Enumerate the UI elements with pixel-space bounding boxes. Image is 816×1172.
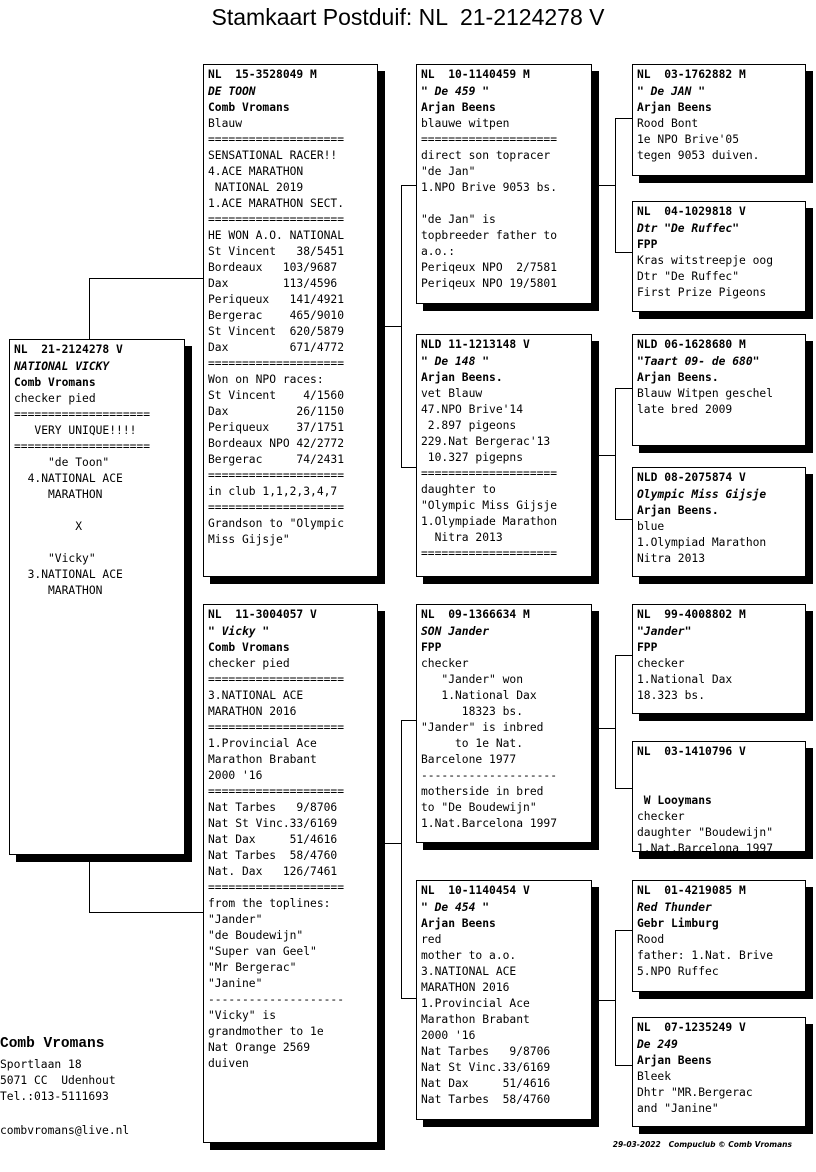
- pedigree-line: 5.NPO Ruffec: [637, 965, 719, 978]
- pedigree-line: 2000 '16: [208, 769, 263, 782]
- pedigree-line: 1.Provincial Ace: [421, 997, 530, 1010]
- connector-ff-parents: [615, 118, 616, 253]
- breeder-name: FPP: [637, 641, 658, 654]
- pedigree-line: a.o.:: [421, 245, 456, 258]
- breeder-name: Arjan Beens.: [637, 371, 719, 384]
- pedigree-line: MARATHON 2016: [421, 981, 510, 994]
- connector-father-parents: [401, 185, 417, 186]
- pedigree-line: "de Jan": [421, 165, 476, 178]
- breeder-name: Comb Vromans: [208, 101, 290, 114]
- pedigree-line: [14, 535, 180, 551]
- connector-mm-parents: [615, 930, 632, 931]
- connector-ff-parents: [615, 252, 632, 253]
- connector-fm-parents: [615, 519, 632, 520]
- pedigree-line: 1.Nat.Barcelona 1997: [637, 842, 774, 852]
- connector-fm-parents: [592, 455, 616, 456]
- pedigree-line: [637, 761, 801, 777]
- pigeon-name: Olympic Miss Gijsje: [637, 488, 767, 501]
- connector-mf-parents: [615, 655, 632, 656]
- pedigree-line: ====================: [421, 547, 558, 560]
- pedigree-line: ====================: [208, 357, 345, 370]
- connector-fm-parents: [615, 388, 632, 389]
- pedigree-line: Dhtr "MR.Bergerac: [637, 1086, 753, 1099]
- breeder-name: Arjan Beens: [637, 101, 712, 114]
- pedigree-line: Periqueux 37/1751: [208, 421, 345, 434]
- pedigree-line: 3.NATIONAL ACE: [14, 568, 123, 581]
- pedigree-line: ====================: [208, 133, 345, 146]
- breeder-name: W Looymans: [637, 794, 712, 807]
- ring-number: NL 99-4008802 M: [637, 608, 746, 621]
- pedigree-line: ====================: [421, 467, 558, 480]
- owner-city: 5071 CC Udenhout: [0, 1074, 116, 1087]
- breeder-name: Arjan Beens: [421, 101, 496, 114]
- pedigree-line: St Vincent 620/5879: [208, 325, 345, 338]
- pedigree-line: Miss Gijsje": [208, 533, 290, 546]
- connector-father-parents: [377, 326, 402, 327]
- pigeon-card-mother: [203, 604, 378, 1143]
- pigeon-card-mf-mother: [632, 741, 806, 852]
- pedigree-line: Bordeaux 103/9687: [208, 261, 338, 274]
- ring-number: NLD 06-1628680 M: [637, 338, 746, 351]
- pedigree-line: ====================: [208, 213, 345, 226]
- breeder-name: Arjan Beens.: [421, 371, 503, 384]
- pedigree-line: Periqeux NPO 2/7581: [421, 261, 558, 274]
- pigeon-name: " Vicky ": [208, 625, 270, 638]
- pedigree-line: ====================: [14, 408, 151, 421]
- pedigree-line: father: 1.Nat. Brive: [637, 949, 774, 962]
- pedigree-line: Nat Orange 2569: [208, 1041, 311, 1054]
- pedigree-line: "Jander" won: [421, 673, 524, 686]
- breeder-name: Comb Vromans: [14, 376, 96, 389]
- pedigree-line: "de Boudewijn": [208, 929, 304, 942]
- pedigree-line: 4.NATIONAL ACE: [14, 472, 123, 485]
- pigeon-card-ff-father: [632, 64, 806, 176]
- ring-number: NLD 08-2075874 V: [637, 471, 746, 484]
- pedigree-line: from the toplines:: [208, 897, 331, 910]
- connector-fm-parents: [615, 388, 616, 520]
- pedigree-line: "Jander" is inbred: [421, 721, 544, 734]
- pedigree-line: Won on NPO races:: [208, 373, 324, 386]
- pedigree-line: 1.Olympiad Marathon: [637, 536, 767, 549]
- pedigree-line: "de Jan" is: [421, 213, 496, 226]
- pedigree-line: [637, 777, 801, 793]
- pedigree-line: vet Blauw: [421, 387, 483, 400]
- pedigree-line: ====================: [421, 133, 558, 146]
- pedigree-line: 47.NPO Brive'14: [421, 403, 524, 416]
- pedigree-line: First Prize Pigeons: [637, 286, 767, 299]
- pedigree-line: Rood Bont: [637, 117, 699, 130]
- connector-main-father: [89, 278, 90, 340]
- connector-main-father: [89, 278, 203, 279]
- pigeon-card-fm-father: [632, 334, 806, 446]
- pigeon-name: DE TOON: [208, 85, 256, 98]
- pedigree-line: Barcelone 1977: [421, 753, 517, 766]
- pigeon-card-mf-father: [632, 604, 806, 714]
- pedigree-line: Nat Dax 51/4616: [421, 1077, 551, 1090]
- pigeon-name: " De 454 ": [421, 901, 490, 914]
- pedigree-line: --------------------: [208, 993, 345, 1006]
- pedigree-line: 18.323 bs.: [637, 689, 706, 702]
- connector-mother-parents: [401, 998, 417, 999]
- pedigree-line: 229.Nat Bergerac'13: [421, 435, 551, 448]
- pedigree-line: Grandson to "Olympic: [208, 517, 345, 530]
- owner-block: [0, 1035, 116, 1105]
- pedigree-line: Bleek: [637, 1070, 672, 1083]
- pedigree-line: ====================: [208, 721, 345, 734]
- pedigree-line: X: [14, 520, 83, 533]
- pedigree-line: "de Toon": [14, 456, 110, 469]
- pedigree-line: Nat St Vinc.33/6169: [421, 1061, 551, 1074]
- pigeon-name: " De 148 ": [421, 355, 490, 368]
- pedigree-line: Bergerac 465/9010: [208, 309, 345, 322]
- pedigree-line: Nitra 2013: [637, 552, 706, 565]
- pedigree-line: 1.NPO Brive 9053 bs.: [421, 181, 558, 194]
- pedigree-line: to 1e Nat.: [421, 737, 524, 750]
- pedigree-line: 1.ACE MARATHON SECT.: [208, 197, 345, 210]
- pigeon-card-ff-mother: [632, 201, 806, 312]
- ring-number: NL 03-1762882 M: [637, 68, 746, 81]
- pedigree-line: 1.Provincial Ace: [208, 737, 317, 750]
- pedigree-line: "Janine": [208, 977, 263, 990]
- pedigree-line: MARATHON 2016: [208, 705, 297, 718]
- pedigree-line: 4.ACE MARATHON: [208, 165, 304, 178]
- pigeon-name: NATIONAL VICKY: [14, 360, 110, 373]
- pedigree-line: ====================: [208, 785, 345, 798]
- pedigree-line: MARATHON: [14, 584, 103, 597]
- pedigree-line: duiven: [208, 1057, 249, 1070]
- ring-number: NL 21-2124278 V: [14, 343, 123, 356]
- connector-mm-parents: [615, 1065, 632, 1066]
- pedigree-line: ====================: [208, 501, 345, 514]
- owner-address: Sportlaan 18: [0, 1058, 82, 1071]
- pigeon-name: Dtr "De Ruffec": [637, 222, 740, 235]
- pedigree-line: to "De Boudewijn": [421, 801, 537, 814]
- pedigree-line: HE WON A.O. NATIONAL: [208, 229, 345, 242]
- pedigree-line: Dax 113/4596: [208, 277, 338, 290]
- pedigree-line: topbreeder father to: [421, 229, 558, 242]
- connector-mf-parents: [615, 655, 616, 789]
- pedigree-line: tegen 9053 duiven.: [637, 149, 760, 162]
- pigeon-name: " De JAN ": [637, 85, 706, 98]
- pedigree-line: 1.National Dax: [637, 673, 733, 686]
- pedigree-line: "Olympic Miss Gijsje: [421, 499, 558, 512]
- pedigree-line: 1e NPO Brive'05: [637, 133, 740, 146]
- pigeon-card-father-father: [416, 64, 592, 304]
- pedigree-line: Blauw Witpen geschel: [637, 387, 774, 400]
- pedigree-line: Periqueux 141/4921: [208, 293, 345, 306]
- connector-ff-parents: [615, 118, 632, 119]
- pedigree-line: 3.NATIONAL ACE: [421, 965, 517, 978]
- pedigree-line: red: [421, 933, 442, 946]
- pedigree-line: St Vincent 38/5451: [208, 245, 345, 258]
- pedigree-line: in club 1,1,2,3,4,7: [208, 485, 338, 498]
- pedigree-line: 18323 bs.: [421, 705, 524, 718]
- pedigree-line: Rood: [637, 933, 665, 946]
- ring-number: NL 04-1029818 V: [637, 205, 746, 218]
- pigeon-card-father: [203, 64, 378, 577]
- connector-mf-parents: [592, 728, 616, 729]
- pedigree-line: mother to a.o.: [421, 949, 517, 962]
- pedigree-line: 1.National Dax: [421, 689, 537, 702]
- pedigree-line: Nat Tarbes 9/8706: [421, 1045, 551, 1058]
- pigeon-name: De 249: [637, 1038, 678, 1051]
- pedigree-line: 2000 '16: [421, 1029, 476, 1042]
- pedigree-line: 1.Olympiade Marathon: [421, 515, 558, 528]
- pigeon-name: SON Jander: [421, 625, 490, 638]
- connector-ff-parents: [592, 185, 616, 186]
- pedigree-line: daughter "Boudewijn": [637, 826, 774, 839]
- pedigree-line: Dax 26/1150: [208, 405, 345, 418]
- owner-name: Comb Vromans: [0, 1036, 105, 1052]
- pedigree-line: ====================: [14, 440, 151, 453]
- pedigree-line: 1.Nat.Barcelona 1997: [421, 817, 558, 830]
- footer-credit: 29-03-2022 Compuclub © Comb Vromans: [612, 1140, 792, 1149]
- pedigree-line: ====================: [208, 469, 345, 482]
- pedigree-line: checker: [421, 657, 469, 670]
- pedigree-line: [421, 196, 587, 212]
- pedigree-line: SENSATIONAL RACER!!: [208, 149, 338, 162]
- pedigree-line: NATIONAL 2019: [208, 181, 304, 194]
- ring-number: NL 07-1235249 V: [637, 1021, 746, 1034]
- pedigree-line: and "Janine": [637, 1102, 719, 1115]
- pedigree-line: ====================: [208, 673, 345, 686]
- connector-mother-parents: [401, 720, 402, 999]
- ring-number: NL 11-3004057 V: [208, 608, 317, 621]
- owner-email-link[interactable]: combvromans@live.nl: [0, 1124, 130, 1137]
- pedigree-line: Marathon Brabant: [421, 1013, 530, 1026]
- pigeon-name: " De 459 ": [421, 85, 490, 98]
- pigeon-card-main: [9, 339, 185, 855]
- pedigree-line: MARATHON: [14, 488, 103, 501]
- pedigree-line: Kras witstreepje oog: [637, 254, 774, 267]
- pedigree-line: VERY UNIQUE!!!!: [14, 424, 137, 437]
- pedigree-line: blauwe witpen: [421, 117, 510, 130]
- pigeon-card-fm-mother: [632, 467, 806, 577]
- breeder-name: FPP: [637, 238, 658, 251]
- pedigree-line: Dax 671/4772: [208, 341, 345, 354]
- pedigree-line: Bordeaux NPO 42/2772: [208, 437, 345, 450]
- ring-number: NL 10-1140459 M: [421, 68, 530, 81]
- breeder-name: FPP: [421, 641, 442, 654]
- breeder-name: Arjan Beens: [637, 1054, 712, 1067]
- breeder-name: Arjan Beens.: [637, 504, 719, 517]
- pedigree-line: "Jander": [208, 913, 263, 926]
- connector-main-mother: [89, 912, 203, 913]
- pedigree-line: Marathon Brabant: [208, 753, 317, 766]
- pigeon-card-mother-father: [416, 604, 592, 843]
- connector-mm-parents: [592, 1000, 616, 1001]
- pedigree-line: grandmother to 1e: [208, 1025, 324, 1038]
- ring-number: NL 03-1410796 V: [637, 745, 746, 758]
- pedigree-line: 2.897 pigeons: [421, 419, 517, 432]
- page-title: Stamkaart Postduif: NL 21-2124278 V: [211, 4, 605, 30]
- ring-number: NL 09-1366634 M: [421, 608, 530, 621]
- pedigree-line: Nat Dax 51/4616: [208, 833, 338, 846]
- pedigree-line: checker: [637, 657, 685, 670]
- breeder-name: Comb Vromans: [208, 641, 290, 654]
- pedigree-line: "Vicky": [14, 552, 96, 565]
- connector-father-parents: [401, 467, 417, 468]
- pedigree-line: Nat. Dax 126/7461: [208, 865, 338, 878]
- pigeon-card-mother-mother: [416, 880, 592, 1120]
- pedigree-line: [14, 503, 180, 519]
- pigeon-name: "Jander": [637, 625, 692, 638]
- ring-number: NL 01-4219085 M: [637, 884, 746, 897]
- pedigree-line: ====================: [208, 881, 345, 894]
- pigeon-card-father-mother: [416, 334, 592, 577]
- pedigree-line: checker: [637, 810, 685, 823]
- connector-father-parents: [401, 185, 402, 468]
- pedigree-line: Nat Tarbes 58/4760: [421, 1093, 551, 1106]
- connector-main-mother: [89, 855, 90, 912]
- pedigree-line: "Mr Bergerac": [208, 961, 297, 974]
- breeder-name: Arjan Beens: [421, 917, 496, 930]
- pedigree-line: St Vincent 4/1560: [208, 389, 345, 402]
- pedigree-line: checker pied: [14, 392, 96, 405]
- connector-mother-parents: [377, 843, 402, 844]
- pedigree-line: Dtr "De Ruffec": [637, 270, 740, 283]
- pedigree-line: "Vicky" is: [208, 1009, 277, 1022]
- pedigree-line: Nat Tarbes 9/8706: [208, 801, 338, 814]
- ring-number: NLD 11-1213148 V: [421, 338, 530, 351]
- owner-phone: Tel.:013-5111693: [0, 1090, 109, 1103]
- pedigree-line: Periqeux NPO 19/5801: [421, 277, 558, 290]
- breeder-name: Gebr Limburg: [637, 917, 719, 930]
- pigeon-name: Red Thunder: [637, 901, 712, 914]
- pedigree-line: checker pied: [208, 657, 290, 670]
- pedigree-line: Nat St Vinc.33/6169: [208, 817, 338, 830]
- pigeon-card-mm-father: [632, 880, 806, 992]
- connector-mother-parents: [401, 720, 417, 721]
- connector-mf-parents: [615, 788, 632, 789]
- pedigree-line: direct son topracer: [421, 149, 551, 162]
- pedigree-line: daughter to: [421, 483, 496, 496]
- pigeon-name: "Taart 09- de 680": [637, 355, 760, 368]
- pedigree-line: motherside in bred: [421, 785, 544, 798]
- pedigree-line: "Super van Geel": [208, 945, 317, 958]
- connector-mm-parents: [615, 930, 616, 1066]
- ring-number: NL 15-3528049 M: [208, 68, 317, 81]
- pedigree-line: Blauw: [208, 117, 243, 130]
- ring-number: NL 10-1140454 V: [421, 884, 530, 897]
- pedigree-line: Nitra 2013: [421, 531, 503, 544]
- pedigree-line: blue: [637, 520, 665, 533]
- pedigree-line: 10.327 pigepns: [421, 451, 524, 464]
- pedigree-line: 3.NATIONAL ACE: [208, 689, 304, 702]
- pedigree-line: Bergerac 74/2431: [208, 453, 345, 466]
- pedigree-line: Nat Tarbes 58/4760: [208, 849, 338, 862]
- pigeon-card-mm-mother: [632, 1017, 806, 1127]
- pedigree-line: --------------------: [421, 769, 558, 782]
- pedigree-line: late bred 2009: [637, 403, 733, 416]
